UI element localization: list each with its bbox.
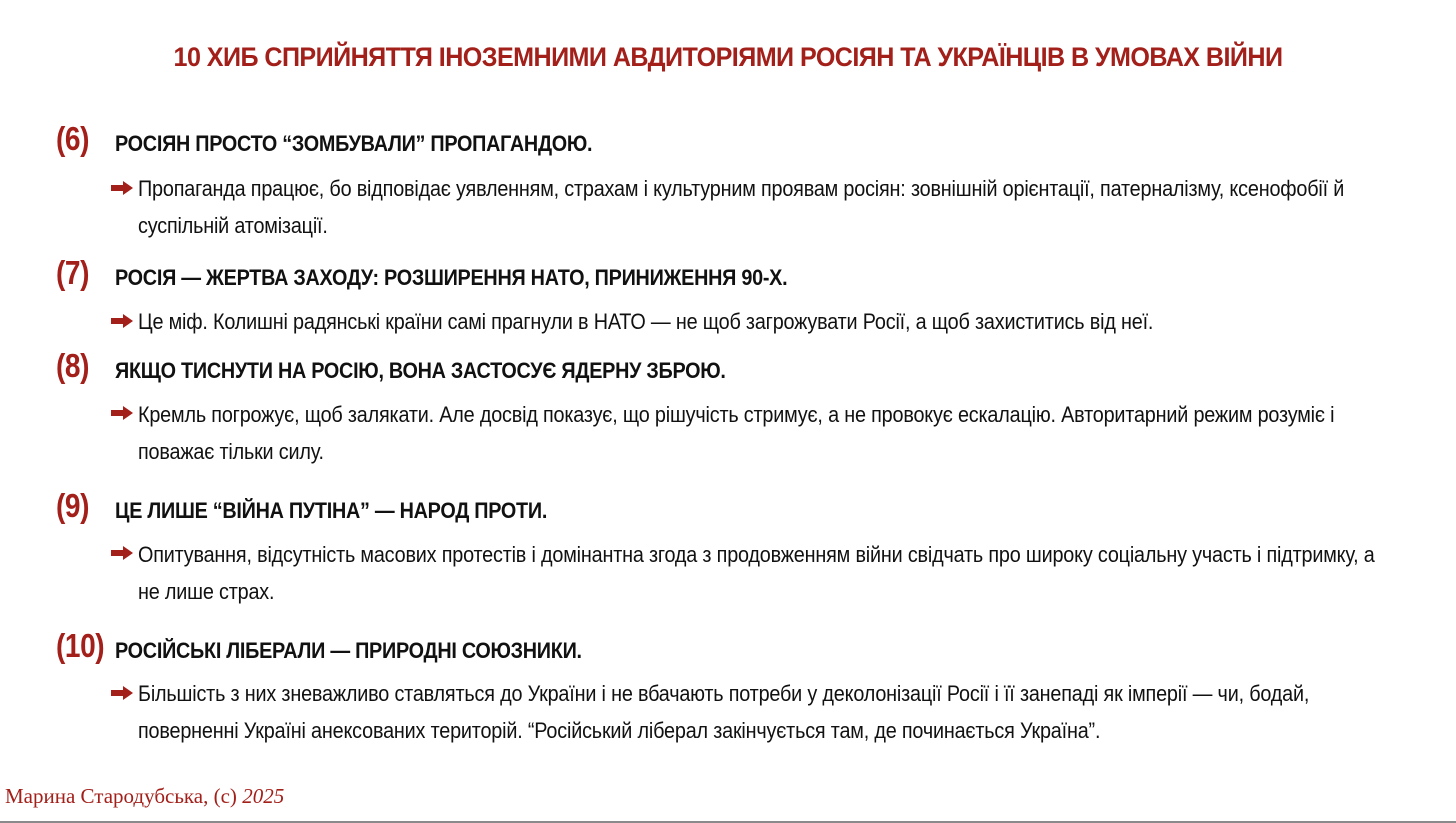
right-arrow-icon	[111, 546, 133, 560]
item-text: Більшість з них зневажливо ставляться до України і не вбачають потреби у деколонізації Росії і її занепаді як імперії — чи, бодай, поверненні Україні анексованих територій. “Російський ліберал закінчується там, де починається Україна”.	[138, 681, 1310, 743]
item-heading: РОСІЯН ПРОСТО “ЗОМБУВАЛИ” ПРОПАГАНДОЮ.	[115, 131, 593, 156]
right-arrow-icon	[111, 314, 133, 328]
item-text: Пропаганда працює, бо відповідає уявленням, страхам і культурним проявам росіян: зовнішній орієнтації, патерналізму, ксенофобії й суспільній атомізації.	[138, 176, 1345, 238]
item-text: Кремль погрожує, щоб залякати. Але досвід показує, що рішучість стримує, а не провокує ескалацію. Авторитарний режим розуміє і поважає тільки силу.	[138, 402, 1335, 464]
author-name: Марина Стародубська, (с)	[5, 784, 243, 808]
page-title: 10 ХИБ СПРИЙНЯТТЯ ІНОЗЕМНИМИ АВДИТОРІЯМИ РОСІЯН ТА УКРАЇНЦІВ В УМОВАХ ВІЙНИ	[173, 42, 1283, 72]
item-number: (8)	[56, 347, 90, 384]
copyright-year: 2025	[242, 784, 285, 808]
right-arrow-icon	[111, 686, 133, 700]
item-text: Це міф. Колишні радянські країни самі прагнули в НАТО — не щоб загрожувати Росії, а щоб захиститись від неї.	[138, 309, 1154, 334]
item-heading: ЦЕ ЛИШЕ “ВІЙНА ПУТІНА” — НАРОД ПРОТИ.	[115, 498, 548, 523]
item-heading: РОСІЙСЬКІ ЛІБЕРАЛИ — ПРИРОДНІ СОЮЗНИКИ.	[115, 638, 582, 663]
item-text: Опитування, відсутність масових протестів і домінантна згода з продовженням війни свідчать про широку соціальну участь і підтримку, а не лише страх.	[138, 542, 1375, 604]
item-number: (6)	[56, 120, 90, 157]
item-number: (7)	[56, 254, 90, 291]
right-arrow-icon	[111, 181, 133, 195]
author-credit	[5, 784, 284, 809]
item-heading: ЯКЩО ТИСНУТИ НА РОСІЮ, ВОНА ЗАСТОСУЄ ЯДЕРНУ ЗБРОЮ.	[115, 358, 726, 383]
item-number: (9)	[56, 487, 90, 524]
item-heading: РОСІЯ — ЖЕРТВА ЗАХОДУ: РОЗШИРЕННЯ НАТО, ПРИНИЖЕННЯ 90-Х.	[115, 265, 788, 290]
right-arrow-icon	[111, 406, 133, 420]
item-number: (10)	[56, 627, 105, 664]
